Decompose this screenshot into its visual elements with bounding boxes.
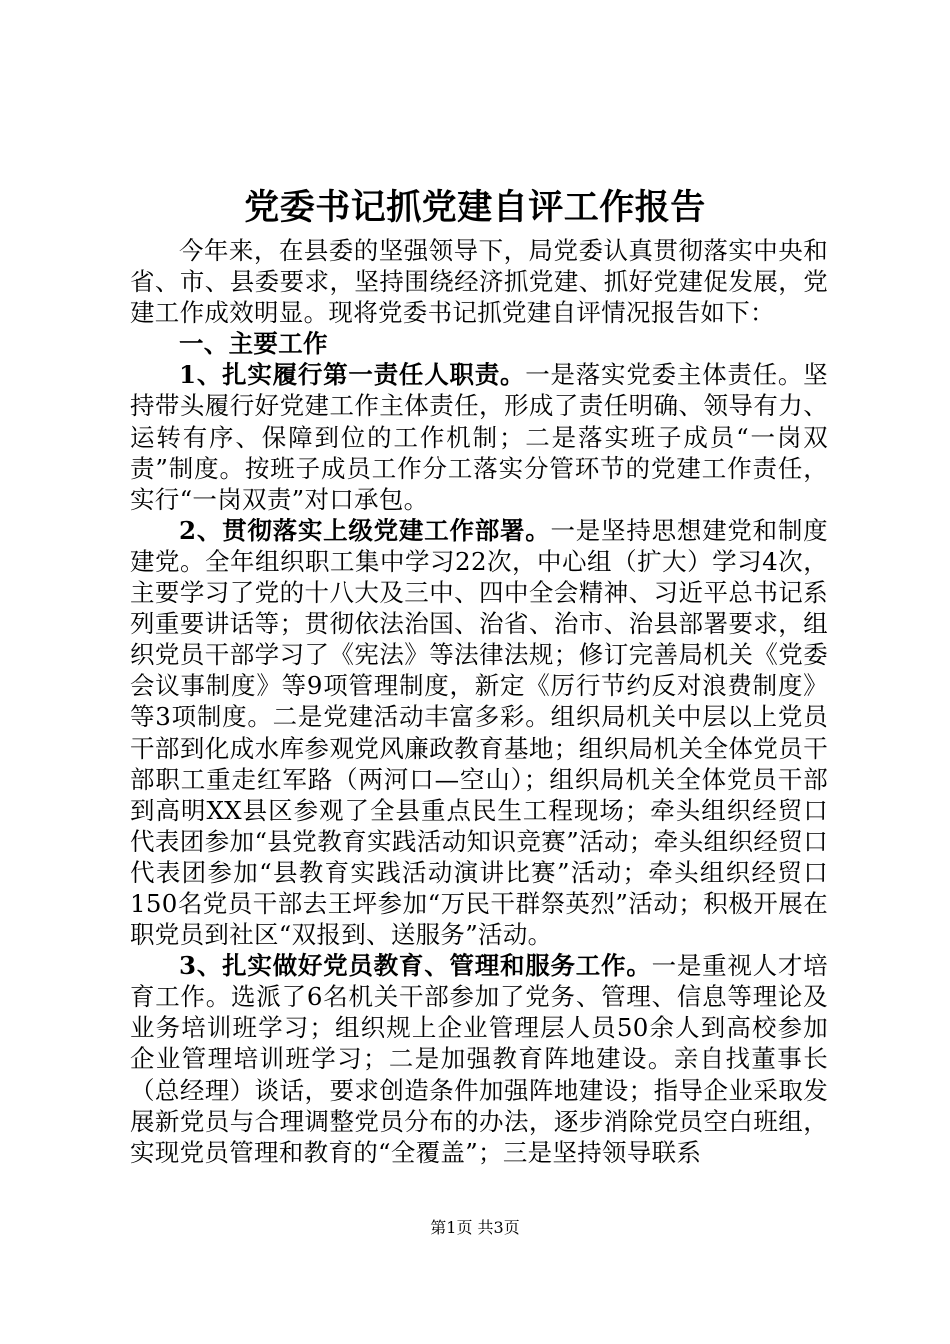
item-3-paragraph	[130, 950, 828, 1168]
item-2-text: 一是坚持思想建党和制度建党。全年组织职工集中学习22次，中心组（扩大）学习4次，主要学习了党的十八大及三中、四中全会精神、习近平总书记系列重要讲话等；贯彻依法治国、治省、治市、治县部署要求，组织党员干部学习了《宪法》等法律法规；修订完善局机关《党委会议事制度》等9项管理制度，新定《厉行节约反对浪费制度》等3项制度。二是党建活动丰富多彩。组织局机关中层以上党员干部到化成水库参观党风廉政教育基地；组织局机关全体党员干部职工重走红军路（两河口—空山）；组织局机关全体党员干部到高明XX县区参观了全县重点民生工程现场；牵头组织经贸口代表团参加“县党教育实践活动知识竞赛”活动；牵头组织经贸口代表团参加“县教育实践活动演讲比赛”活动；牵头组织经贸口150名党员干部去王坪参加“万民干群祭英烈”活动；积极开展在职党员到社区“双报到、送服务”活动。	[130, 515, 829, 950]
section-heading: 一、主要工作	[179, 329, 328, 359]
item-1-lead: 1、扎实履行第一责任人职责。	[179, 360, 526, 390]
intro-paragraph: 今年来，在县委的坚强领导下，局党委认真贯彻落实中央和省、市、县委要求，坚持围绕经济抓党建、抓好党建促发展，党建工作成效明显。现将党委书记抓党建自评情况报告如下：	[130, 236, 828, 328]
document-title: 党委书记抓党建自评工作报告	[244, 187, 706, 228]
page-number: 第1页 共3页	[430, 1218, 520, 1237]
item-3-text: 一是重视人才培育工作。选派了6名机关干部参加了党务、管理、信息等理论及业务培训班学习；组织规上企业管理层人员50余人到高校参加企业管理培训班学习；二是加强教育阵地建设。亲自找董事长（总经理）谈话，要求创造条件加强阵地建设；指导企业采取发展新党员与合理调整党员分布的办法，逐步消除党员空白班组，实现党员管理和教育的“全覆盖”；三是坚持领导联系	[130, 951, 828, 1167]
item-1-paragraph	[130, 359, 828, 514]
item-2-paragraph	[130, 515, 828, 950]
item-1-text: 一是落实党委主体责任。坚持带头履行好党建工作主体责任，形成了责任明确、领导有力、运转有序、保障到位的工作机制；二是落实班子成员“一岗双责”制度。按班子成员工作分工落实分管环节的党建工作责任，实行“一岗双责”对口承包。	[130, 360, 829, 514]
item-2-lead: 2、贯彻落实上级党建工作部署。	[179, 515, 551, 545]
document-body	[130, 235, 828, 1168]
item-3-lead: 3、扎实做好党员教育、管理和服务工作。	[179, 951, 652, 981]
